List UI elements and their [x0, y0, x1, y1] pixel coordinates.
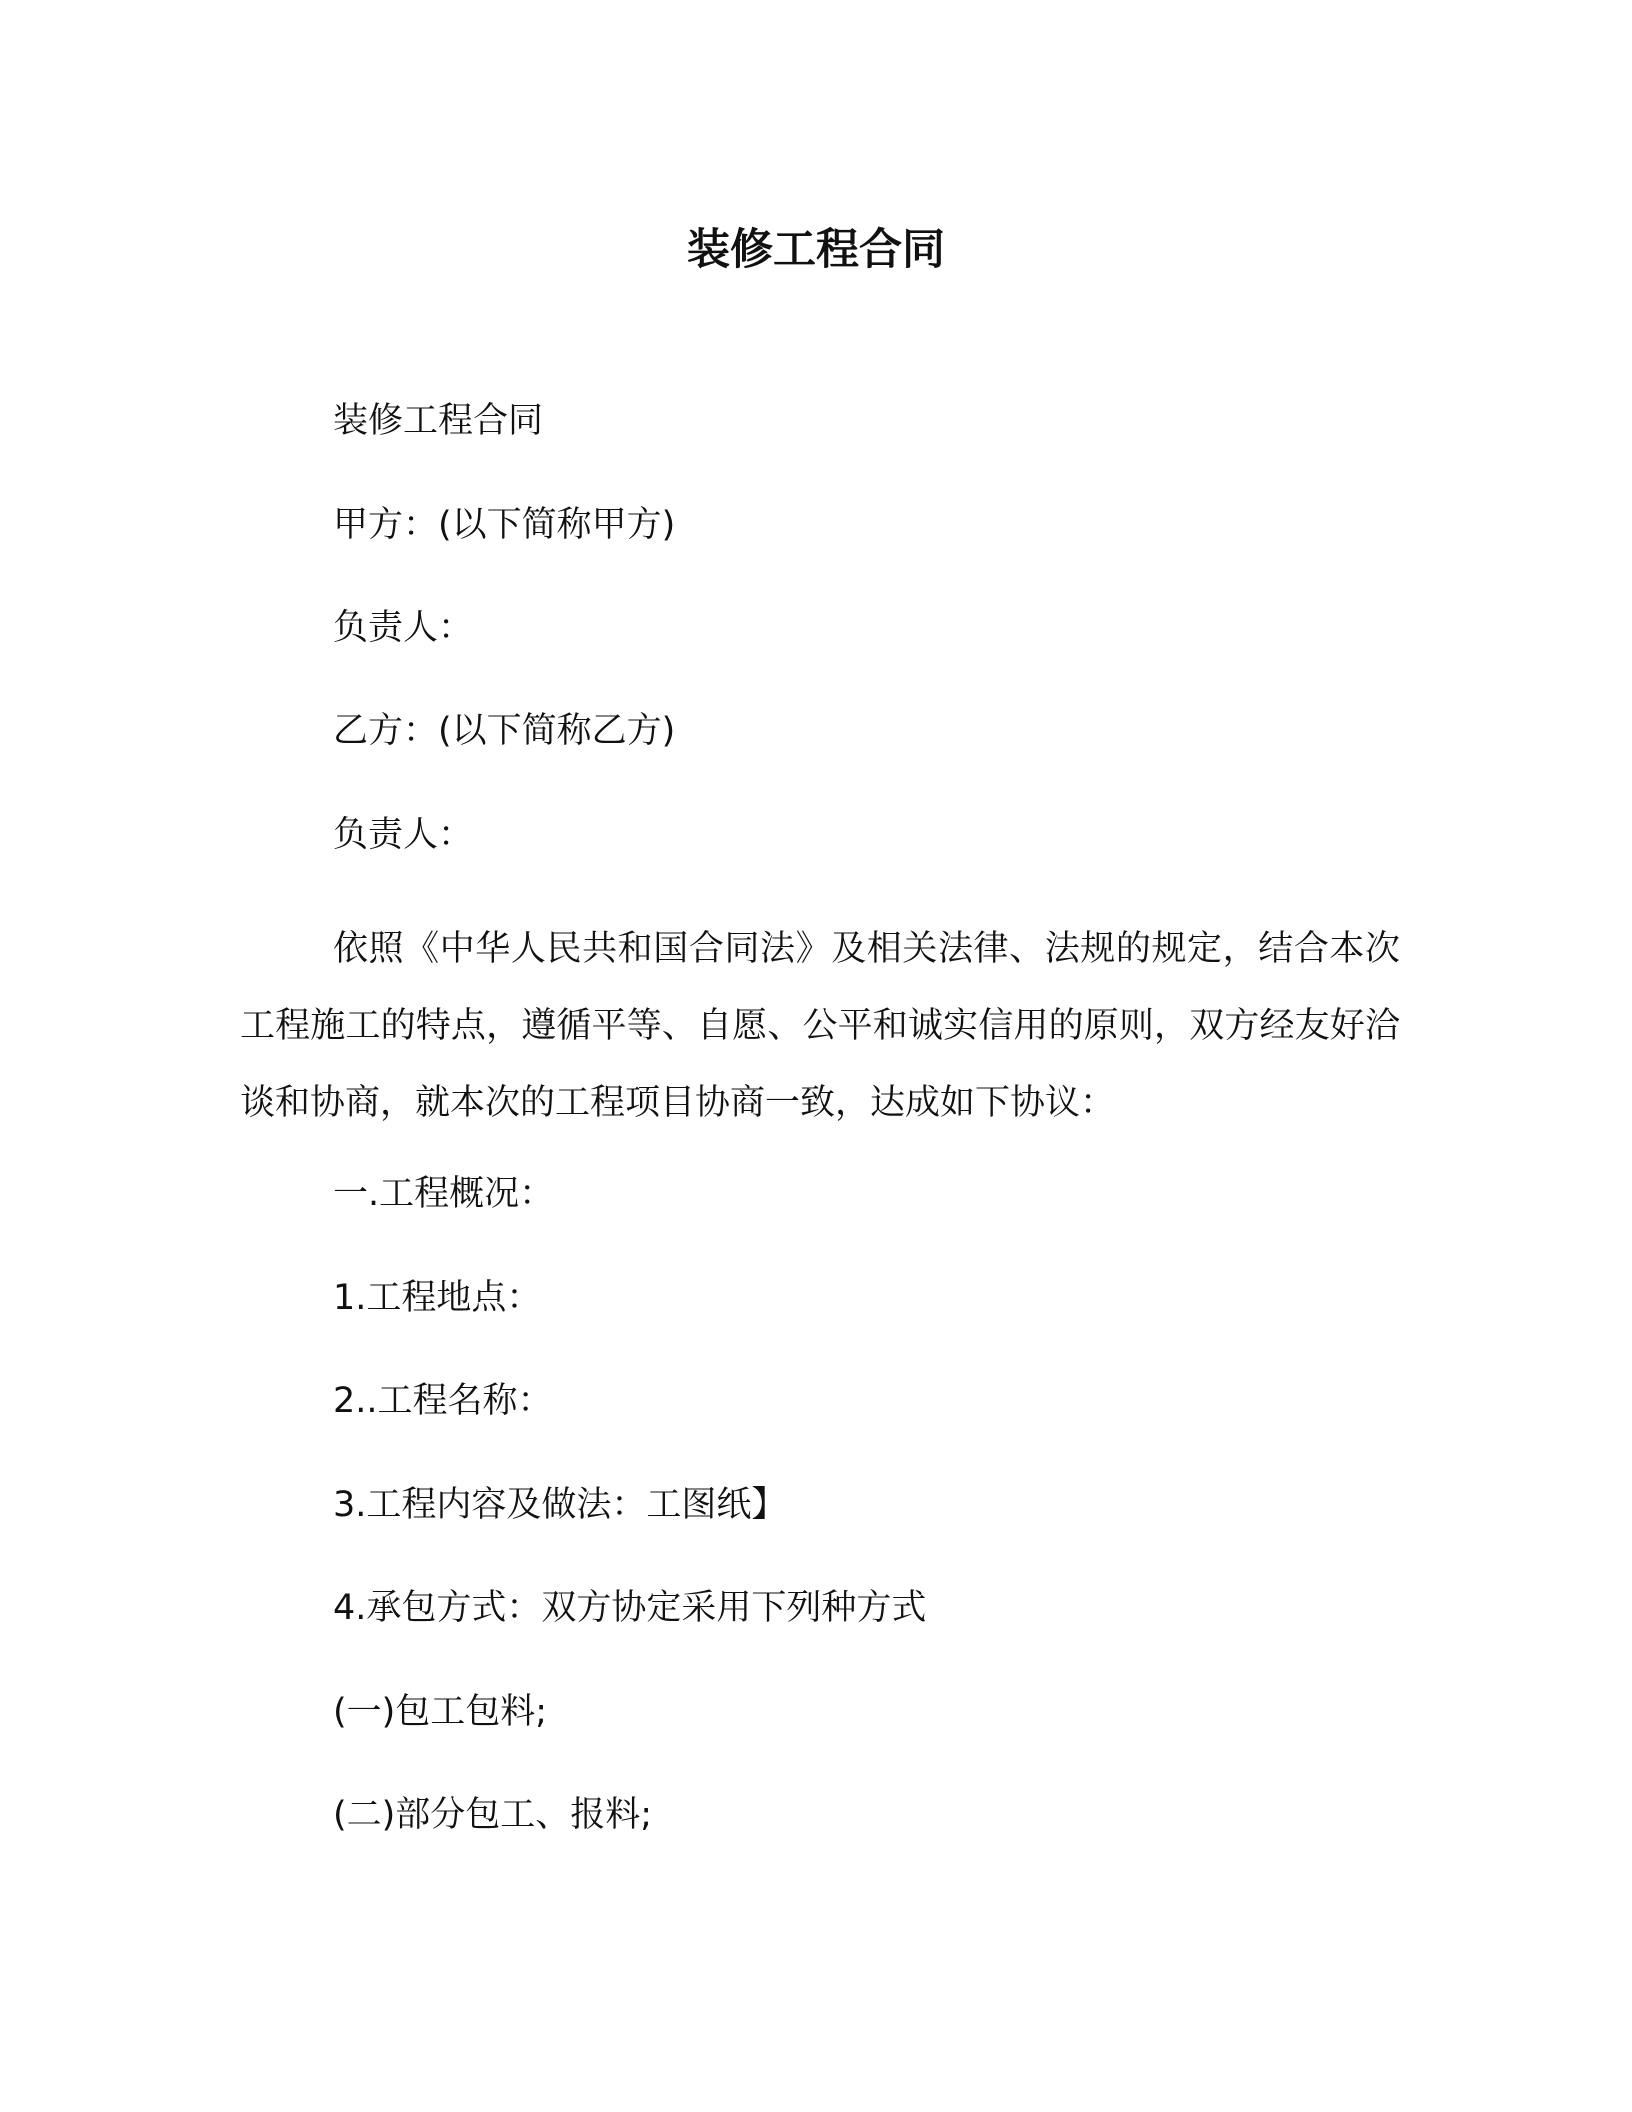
party-a-line: 甲方：(以下简称甲方)	[333, 505, 676, 545]
item-project-name: 2..工程名称：	[333, 1381, 553, 1421]
option-partial-labor: (二)部分包工、报料;	[333, 1795, 653, 1835]
party-b-line: 乙方：(以下简称乙方)	[333, 711, 676, 751]
party-b-responsible-line: 负责人：	[333, 815, 474, 855]
preamble-paragraph: 依照《中华人民共和国合同法》及相关法律、法规的规定，结合本次工程施工的特点，遵循平等、自愿、公平和诚实信用的原则，双方经友好洽谈和协商，就本次的工程项目协商一致，达成如下协议：	[240, 929, 1400, 1123]
item-contract-method: 4.承包方式：双方协定采用下列种方式	[333, 1588, 927, 1628]
section-heading-overview: 一.工程概况：	[333, 1174, 555, 1214]
document-title: 装修工程合同	[687, 225, 945, 275]
contract-name-line: 装修工程合同	[333, 401, 544, 441]
option-labor-and-materials: (一)包工包料;	[333, 1692, 548, 1732]
party-a-responsible-line: 负责人：	[333, 608, 474, 648]
item-content: 3.工程内容及做法：工图纸】	[333, 1485, 787, 1525]
item-location: 1.工程地点：	[333, 1278, 542, 1318]
